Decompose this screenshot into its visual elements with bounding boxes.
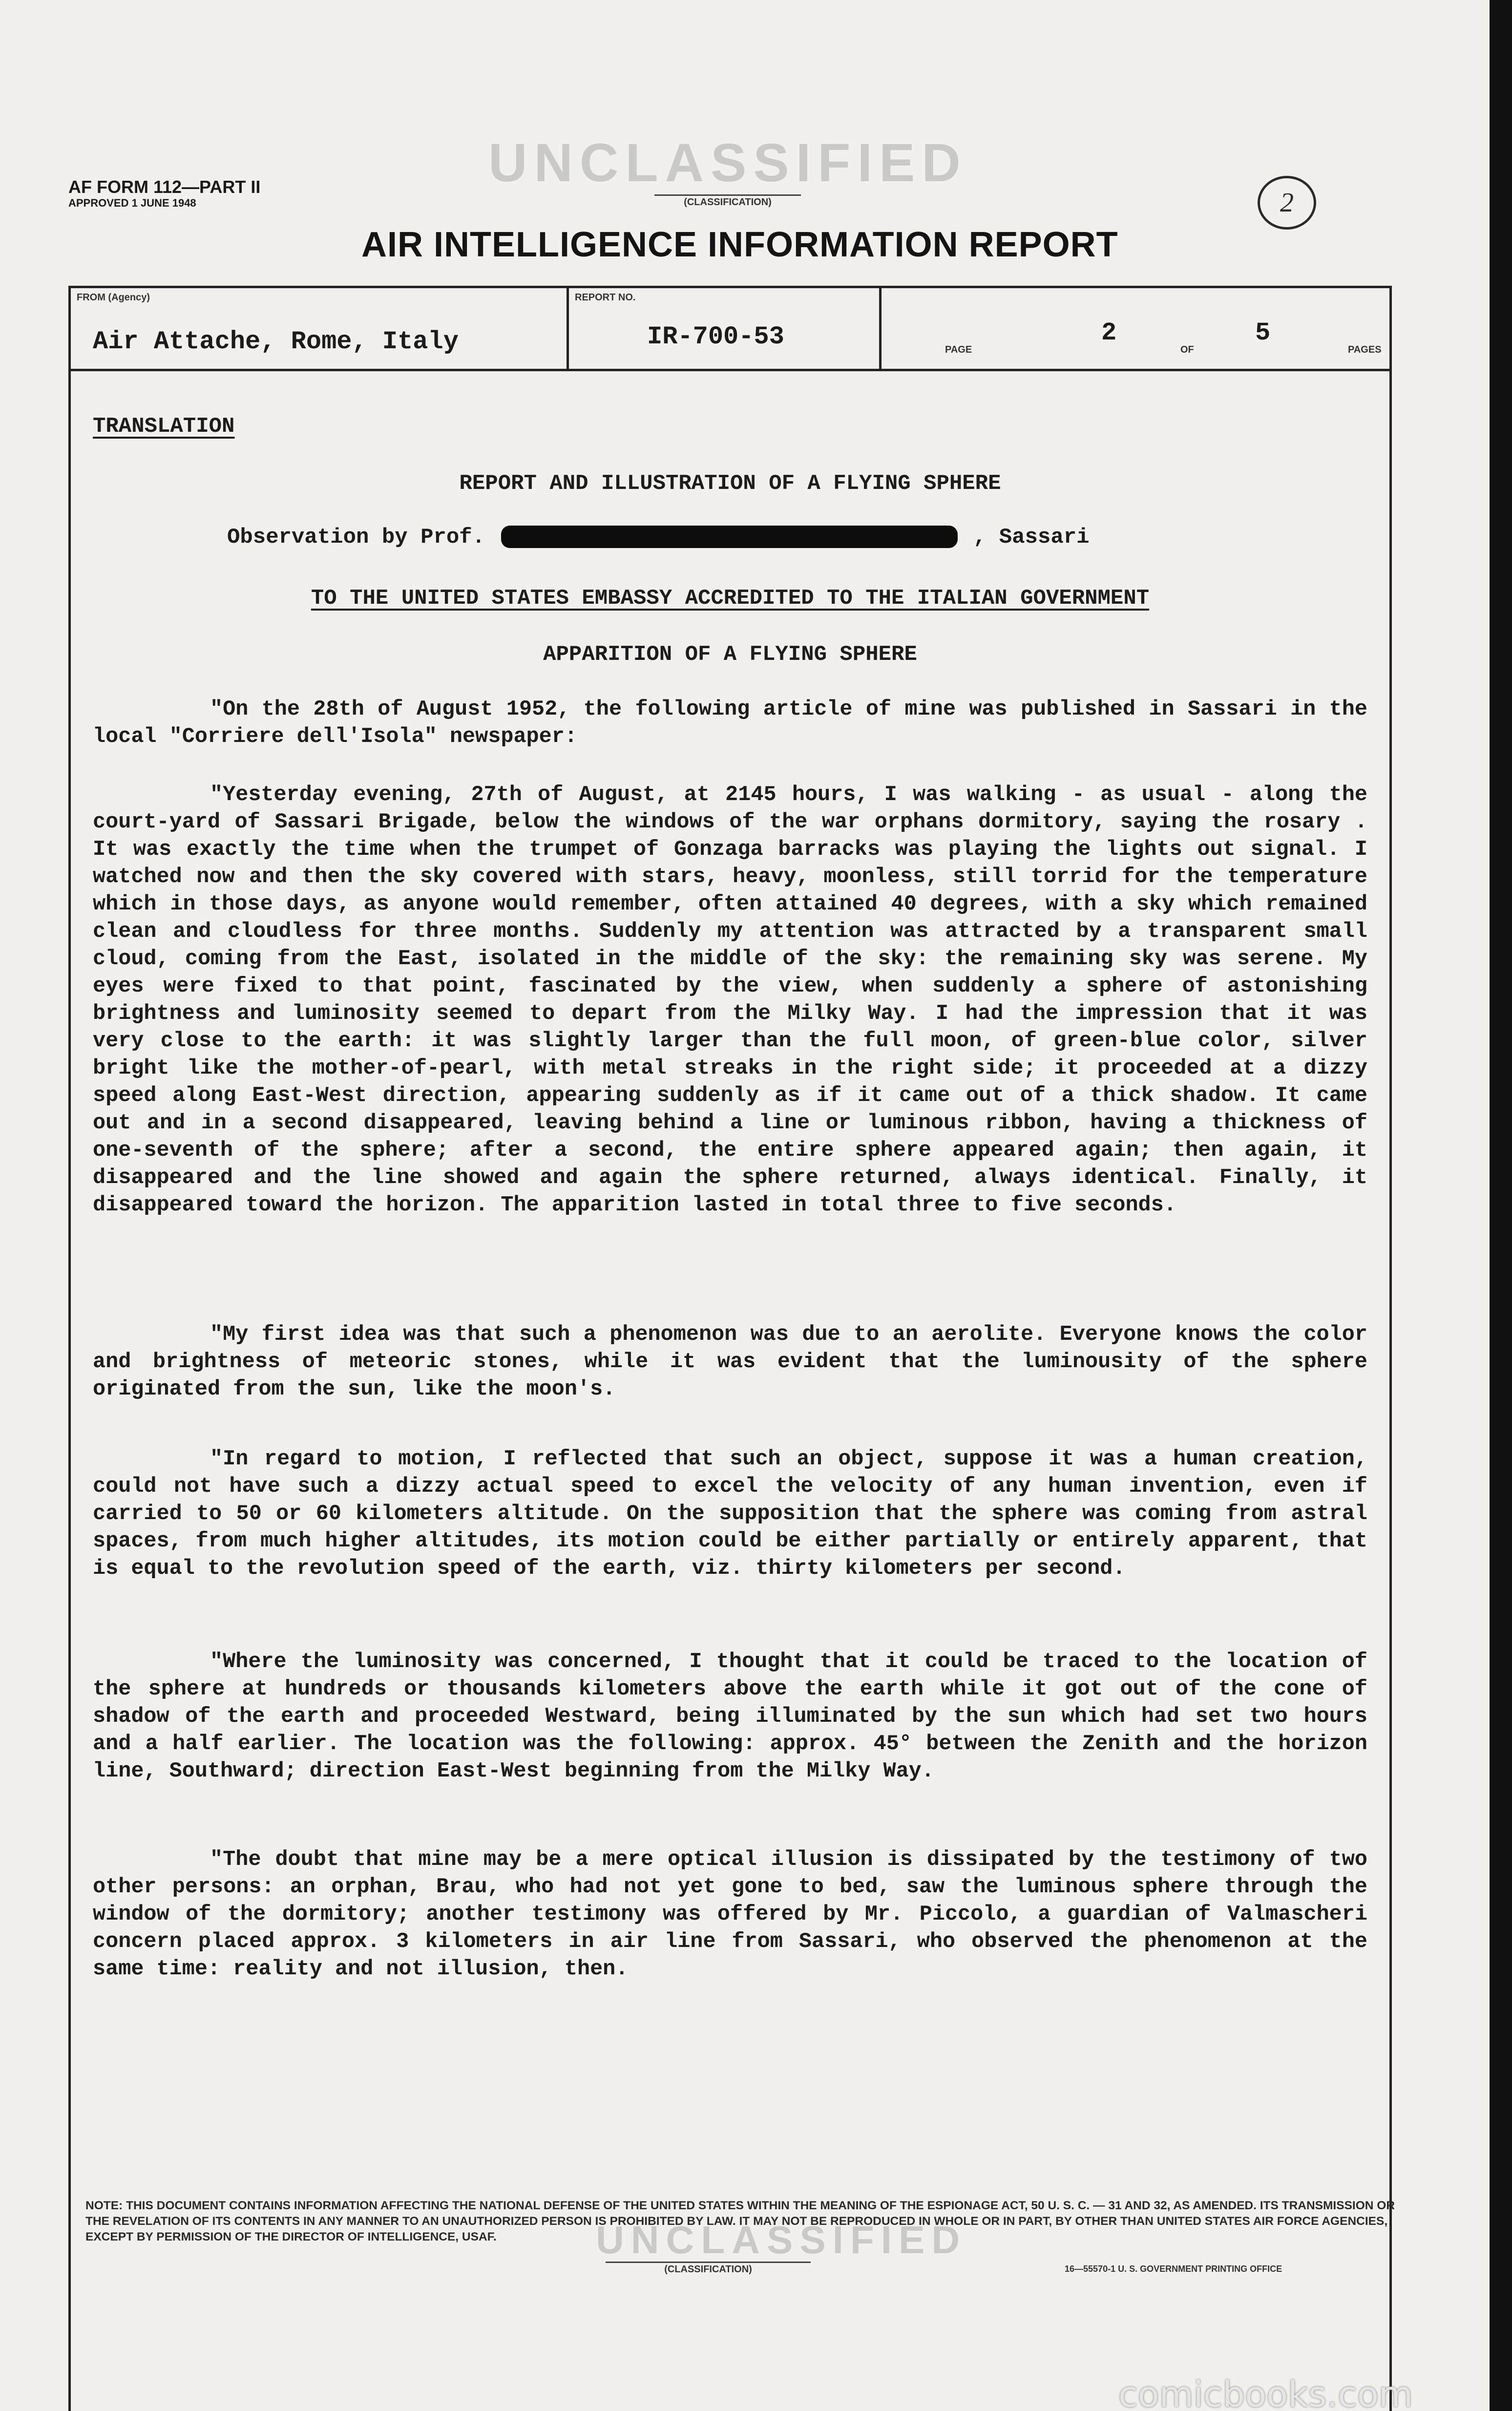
- printing-office-code: 16—55570-1 U. S. GOVERNMENT PRINTING OFFICE: [1065, 2264, 1282, 2274]
- observation-suffix: , Sassari: [973, 525, 1090, 550]
- from-value: Air Attache, Rome, Italy: [93, 327, 459, 356]
- apparition-title: APPARITION OF A FLYING SPHERE: [543, 642, 917, 667]
- scan-edge: [1490, 0, 1512, 2411]
- report-number-label: REPORT NO.: [575, 292, 636, 303]
- paragraph-6: "The doubt that mine may be a mere optical illusion is dissipated by the testimony of two other persons: an orphan, Brau, who had not yet gone to bed, saw the luminous sphere through the window of the dormitory; another testimony was offered by Mr. Piccolo, a guardian of Valmascheri concern placed approx. 3 kilometers in air line from Sassari, who observed the phenomenon at the same time: reality and not illusion, then.: [93, 1848, 1367, 1981]
- classification-label-top: (CLASSIFICATION): [654, 194, 801, 208]
- form-number: AF FORM 112—PART II: [68, 177, 261, 197]
- form-id: [68, 177, 260, 210]
- from-cell: [71, 288, 569, 369]
- report-subject-title: REPORT AND ILLUSTRATION OF A FLYING SPHERE: [459, 471, 1001, 496]
- of-value: 5: [1255, 318, 1271, 347]
- classification-stamp-top: UNCLASSIFIED: [488, 133, 967, 193]
- report-number-cell: [569, 288, 882, 369]
- embassy-line: TO THE UNITED STATES EMBASSY ACCREDITED TO THE ITALIAN GOVERNMENT: [311, 586, 1150, 611]
- observation-line: [227, 525, 1090, 550]
- paragraph-2: "Yesterday evening, 27th of August, at 2145 hours, I was walking - as usual - along the court-yard of Sassari Brigade, below the windows of the war orphans dormitory, saying the rosary . It was exactly the time when the trumpet of Gonzaga barracks was playing the lights out signal. I watched now and then the sky covered with stars, heavy, moonless, still torrid for the temperature which in those days, as anyone would remember, often attained 40 degrees, with a sky which remained clean and cloudless for three months. Suddenly my attention was attracted by a transparent small cloud, coming from the East, isolated in the middle of the sky: the remaining sky was serene. My eyes were fixed to that point, fascinated by the view, when suddenly a sphere of astonishing brightness and luminosity seemed to depart from the Milky Way. I had the impression that it was very close to the earth: it was slightly larger than the full moon, of green-blue color, silver bright like the mother-of-pearl, with metal streaks in the right side; it proceeded at a dizzy speed along East-West direction, appearing suddenly as if it came out of a thick shadow. It came out and in a second disappeared, leaving behind a line or luminous ribbon, having a thickness of one-seventh of the sphere; after a second, the entire sphere appeared again; then again, it disappeared and the line showed and again the sphere returned, always identical. Finally, it disappeared toward the horizon. The apparition lasted in total three to five seconds.: [93, 783, 1367, 1217]
- observation-prefix: Observation by Prof.: [227, 525, 485, 550]
- classification-label-bottom: (CLASSIFICATION): [606, 2262, 811, 2275]
- report-title: AIR INTELLIGENCE INFORMATION REPORT: [361, 225, 1118, 264]
- redaction-bar: [501, 526, 958, 548]
- report-header-table: [68, 286, 1392, 371]
- espionage-act-notice: NOTE: THIS DOCUMENT CONTAINS INFORMATION AFFECTING THE NATIONAL DEFENSE OF THE UNITED STATES WITHIN THE MEANING OF THE ESPIONAGE ACT, 50 U. S. C. — 31 AND 32, AS AMENDED. ITS TRANSMISSION OR THE REVELATION OF ITS CONTENTS IN ANY MANNER TO AN UNAUTHORIZED PERSON IS PROHIBITED BY LAW. IT MAY NOT BE REPRODUCED IN WHOLE OR IN PART, BY OTHER THAN UNITED STATES AIR FORCE AGENCIES, EXCEPT BY PERMISSION OF THE DIRECTOR OF INTELLIGENCE, USAF.: [85, 2199, 1395, 2243]
- site-watermark: comicbooks.com: [1118, 2374, 1413, 2411]
- of-label: OF: [1180, 344, 1194, 355]
- paragraph-4: "In regard to motion, I reflected that such an object, suppose it was a human creation, could not have such a dizzy actual speed to excel the velocity of any human invention, even if carried to 50 or 60 kilometers altitude. On the supposition that the sphere was coming from astral spaces, from much higher altitudes, its motion could be either partially or entirely apparent, that is equal to the revolution speed of the earth, viz. thirty kilometers per second.: [93, 1447, 1367, 1581]
- page-count-cell: [882, 288, 1389, 369]
- page-label: PAGE: [945, 344, 972, 355]
- paragraph-5: "Where the luminosity was concerned, I thought that it could be traced to the location of the sphere at hundreds or thousands kilometers above the earth while it got out of the cone of shadow of the earth and proceeded Westward, being illuminated by the sun which had set two hours and a half earlier. The location was the following: approx. 45° between the Zenith and the horizon line, Southward; direction East-West beginning from the Milky Way.: [93, 1650, 1367, 1783]
- report-number-value: IR-700-53: [647, 322, 784, 351]
- paragraph-1: "On the 28th of August 1952, the following article of mine was published in Sassari in the local "Corriere dell'Isola" newspaper:: [93, 698, 1367, 749]
- page-value: 2: [1101, 318, 1117, 347]
- classification-stamp-bottom: UNCLASSIFIED: [596, 2218, 967, 2262]
- paragraph-3: "My first idea was that such a phenomenon was due to an aerolite. Everyone knows the color and brightness of meteoric stones, while it was evident that the luminousity of the sphere originated from the sun, like the moon's.: [93, 1323, 1367, 1401]
- page-number-circle: 2: [1258, 176, 1316, 230]
- form-approved-date: APPROVED 1 JUNE 1948: [68, 197, 196, 210]
- pages-label: PAGES: [1348, 344, 1382, 355]
- translation-heading: TRANSLATION: [93, 414, 235, 439]
- from-label: FROM (Agency): [77, 292, 150, 303]
